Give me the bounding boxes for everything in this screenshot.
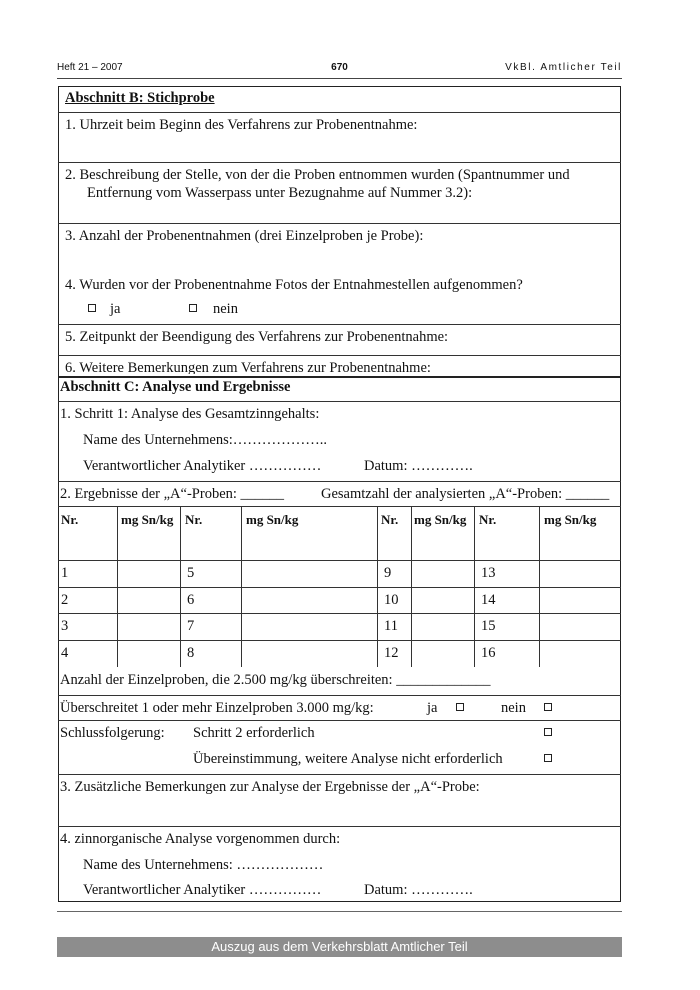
row-divider (58, 774, 621, 775)
table-cell-nr: 2 (61, 592, 69, 608)
c-total-a: Gesamtzahl der analysierten „A“-Proben: ______ (321, 486, 610, 502)
table-header-nr: Nr. (381, 512, 399, 527)
c-date: Datum: …………. (364, 458, 473, 474)
conclusion-option-step2: Schritt 2 erforderlich (193, 725, 315, 741)
table-header-mg: mg Sn/kg (414, 512, 467, 527)
table-cell-nr: 4 (61, 645, 69, 661)
c-results-a: 2. Ergebnisse der „A“-Proben: ______ (60, 486, 285, 502)
table-header-nr: Nr. (61, 512, 79, 527)
table-header-mg: mg Sn/kg (544, 512, 597, 527)
table-row-divider (58, 613, 621, 614)
c-company: Name des Unternehmens:……………….. (83, 432, 328, 448)
row-divider (58, 481, 621, 482)
b-item-1: 1. Uhrzeit beim Beginn des Verfahrens zur Probenentnahme: (65, 117, 418, 133)
row-divider (58, 162, 621, 163)
header-divider (57, 78, 622, 79)
conclusion-compliant-checkbox[interactable] (544, 754, 552, 762)
row-divider (58, 506, 621, 507)
b-item-2-cont: Entfernung vom Wasserpass unter Bezugnahme auf Nummer 3.2): (87, 185, 473, 201)
table-cell-nr: 6 (187, 592, 195, 608)
table-header-mg: mg Sn/kg (246, 512, 299, 527)
table-cell-nr: 3 (61, 618, 69, 634)
table-cell-nr: 10 (384, 592, 399, 608)
b-item-3: 3. Anzahl der Probenentnahmen (drei Einzelproben je Probe): (65, 228, 424, 244)
table-cell-nr: 13 (481, 565, 496, 581)
photos-yes-label: ja (110, 301, 121, 317)
table-cell-nr: 11 (384, 618, 398, 634)
c-date-2: Datum: …………. (364, 882, 473, 898)
c-analyst-2: Verantwortlicher Analytiker …………… (83, 882, 322, 898)
conclusion-option-compliant: Übereinstimmung, weitere Analyse nicht erforderlich (193, 751, 503, 767)
c-analyst: Verantwortlicher Analytiker …………… (83, 458, 322, 474)
row-divider (58, 826, 621, 827)
table-cell-nr: 16 (481, 645, 496, 661)
table-cell-nr: 9 (384, 565, 392, 581)
exceed-2500-line: Anzahl der Einzelproben, die 2.500 mg/kg überschreiten: _____________ (60, 672, 491, 688)
table-cell-nr: 5 (187, 565, 195, 581)
table-cell-nr: 8 (187, 645, 195, 661)
exceed-no-checkbox[interactable] (544, 703, 552, 711)
exceed-yes-label: ja (427, 700, 438, 716)
b-item-2: 2. Beschreibung der Stelle, von der die Proben entnommen wurden (Spantnummer und (65, 167, 570, 183)
b-item-6: 6. Weitere Bemerkungen zum Verfahrens zur Probenentnahme: (65, 360, 431, 374)
b-item-5: 5. Zeitpunkt der Beendigung des Verfahrens zur Probenentnahme: (65, 329, 449, 345)
publication-label: VkBl. Amtlicher Teil (505, 62, 622, 73)
page-header (57, 62, 622, 76)
row-divider (58, 401, 621, 402)
table-cell-nr: 15 (481, 618, 496, 634)
issue-label: Heft 21 – 2007 (57, 62, 123, 73)
table-cell-nr: 12 (384, 645, 399, 661)
exceed-yes-checkbox[interactable] (456, 703, 464, 711)
table-header-mg: mg Sn/kg (121, 512, 174, 527)
photos-no-checkbox[interactable] (189, 304, 197, 312)
exceed-no-label: nein (501, 700, 526, 716)
table-header-nr: Nr. (479, 512, 497, 527)
c-item-3: 3. Zusätzliche Bemerkungen zur Analyse der Ergebnisse der „A“-Probe: (60, 779, 480, 795)
row-divider (58, 223, 621, 224)
table-header-nr: Nr. (185, 512, 203, 527)
c-item-4: 4. zinnorganische Analyse vorgenommen durch: (60, 831, 341, 847)
table-cell-nr: 1 (61, 565, 69, 581)
section-c-frame (58, 376, 621, 902)
row-divider (58, 112, 621, 113)
table-row-divider (58, 560, 621, 561)
photos-yes-checkbox[interactable] (88, 304, 96, 312)
conclusion-label: Schlussfolgerung: (60, 725, 165, 741)
page-footer: Auszug aus dem Verkehrsblatt Amtlicher Teil (57, 937, 622, 957)
c-company-2: Name des Unternehmens: ……………… (83, 857, 324, 873)
c-step-1: 1. Schritt 1: Analyse des Gesamtzinngehalts: (60, 406, 320, 422)
section-b-title: Abschnitt B: Stichprobe (65, 90, 215, 106)
page-number: 670 (331, 62, 348, 73)
table-cell-nr: 7 (187, 618, 195, 634)
bottom-divider (57, 911, 622, 912)
row-divider (58, 720, 621, 721)
row-divider (58, 324, 621, 325)
photos-no-label: nein (213, 301, 238, 317)
table-row-divider (58, 587, 621, 588)
row-divider (58, 355, 621, 356)
row-divider (58, 695, 621, 696)
section-c-title: Abschnitt C: Analyse und Ergebnisse (60, 379, 291, 395)
table-row-divider (58, 640, 621, 641)
b-item-4: 4. Wurden vor der Probenentnahme Fotos der Entnahmestellen aufgenommen? (65, 277, 523, 293)
exceed-3000-question: Überschreitet 1 oder mehr Einzelproben 3.000 mg/kg: (60, 700, 374, 716)
table-cell-nr: 14 (481, 592, 496, 608)
conclusion-step2-checkbox[interactable] (544, 728, 552, 736)
